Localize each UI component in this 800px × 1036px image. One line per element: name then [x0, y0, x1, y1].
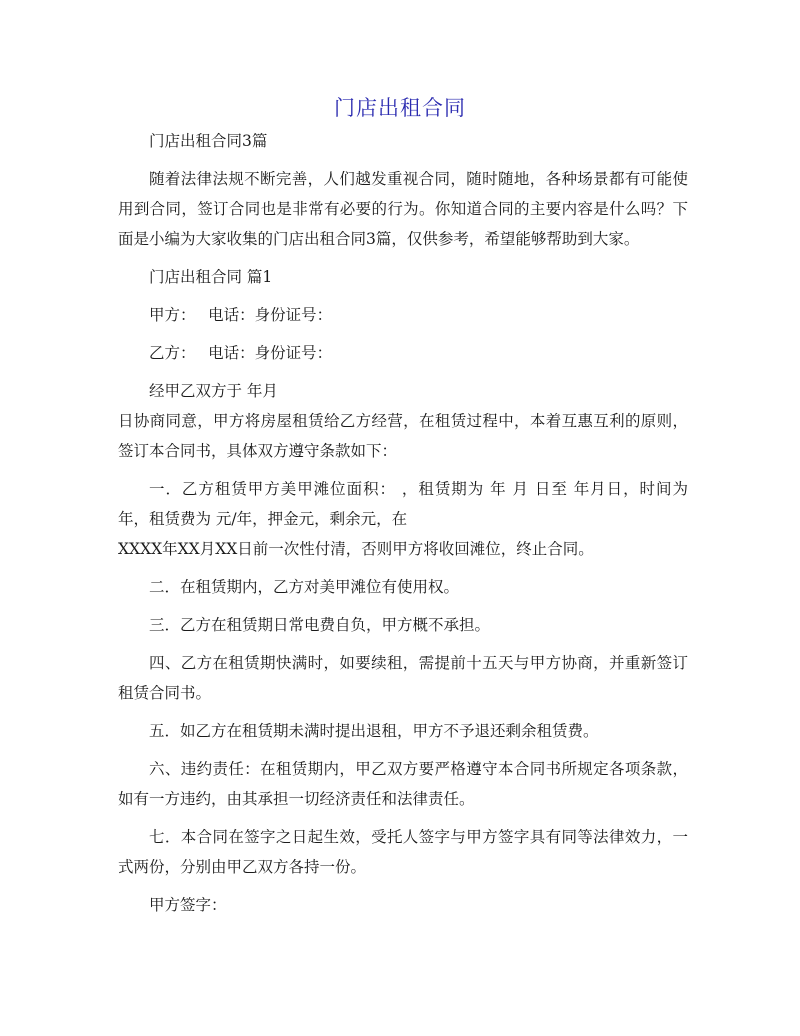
- document-title: 门店出租合同: [334, 96, 466, 120]
- clause-3: 三．乙方在租赁期日常电费自负，甲方概不承担。: [149, 616, 491, 634]
- clause-4: 四、乙方在租赁期快满时，如要续租，需提前十五天与甲方协商，并重新签订租赁合同书。: [118, 654, 688, 702]
- clause-1: 一．乙方租赁甲方美甲滩位面积： ，租赁期为 年 月 日至 年月日，时间为 年，租赁费为 元/年，押金元，剩余元，在: [118, 480, 688, 528]
- document-subtitle: 门店出租合同3篇: [149, 132, 268, 150]
- party-a-line: 甲方： 电话：身份证号：: [149, 306, 333, 324]
- agreement-date-line: 经甲乙双方于 年月: [149, 382, 278, 400]
- intro-paragraph: 随着法律法规不断完善，人们越发重视合同，随时随地，各种场景都有可能使用到合同，签订合同也是非常有必要的行为。你知道合同的主要内容是什么吗？下面是小编为大家收集的门店出租合同3篇，仅供参考，希望能够帮助到大家。: [118, 170, 688, 248]
- document-body: [118, 126, 688, 928]
- clause-2: 二．在租赁期内，乙方对美甲滩位有使用权。: [149, 578, 460, 596]
- clause-1-continued: XXXX年XX月XX日前一次性付清，否则甲方将收回滩位，终止合同。: [118, 540, 594, 558]
- clause-6: 六、违约责任：在租赁期内，甲乙双方要严格遵守本合同书所规定各项条款，如有一方违约，由其承担一切经济责任和法律责任。: [118, 760, 688, 808]
- agreement-paragraph: 日协商同意，甲方将房屋租赁给乙方经营，在租赁过程中，本着互惠互利的原则，签订本合同书，具体双方遵守条款如下：: [118, 412, 688, 460]
- party-b-line: 乙方： 电话：身份证号：: [149, 344, 333, 362]
- clause-5: 五．如乙方在租赁期未满时提出退租，甲方不予退还剩余租赁费。: [149, 722, 599, 740]
- section-heading: 门店出租合同 篇1: [149, 268, 273, 286]
- signature-line: 甲方签字：: [149, 896, 227, 914]
- clause-7: 七．本合同在签字之日起生效，受托人签字与甲方签字具有同等法律效力，一式两份，分别由甲乙双方各持一份。: [118, 828, 688, 876]
